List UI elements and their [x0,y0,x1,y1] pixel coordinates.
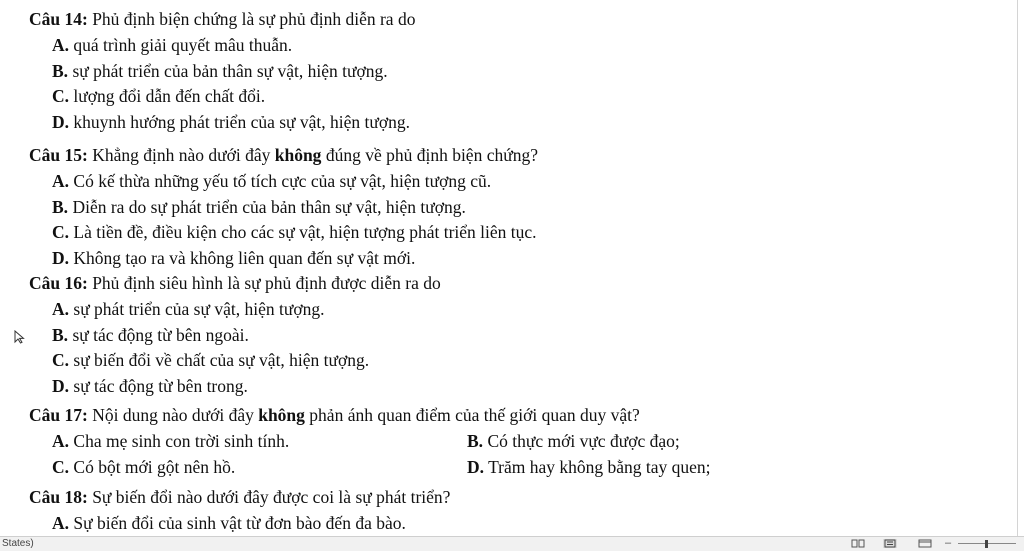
option-letter: C. [52,350,70,370]
answer-option [52,170,491,192]
option-letter: A. [52,513,70,533]
option-text: Trăm hay không bằng tay quen; [484,456,711,477]
zoom-out-button[interactable]: – [945,537,952,549]
emphasis-text: không [274,145,322,165]
option-text: Cha mẹ sinh con trời sinh tính. [69,431,290,451]
question-number: Câu 16: [29,273,88,293]
option-text: Không tạo ra và không liên quan đến sự vật mới. [69,247,416,268]
answer-option [52,512,406,534]
answer-option [52,456,235,478]
option-letter: B. [52,196,69,217]
status-bar [0,536,1024,551]
question-text: Khẳng định nào dưới đây [87,145,275,165]
answer-option [52,247,415,269]
option-text: Có kế thừa những yếu tố tích cực của sự vật, hiện tượng cũ. [69,171,492,191]
emphasis-text: không [258,405,305,425]
answer-option [52,430,289,452]
question-number: Câu 15: [29,145,88,165]
option-letter: A. [52,35,70,55]
option-letter: B. [52,60,69,81]
question-text: phản ánh quan điểm của thế giới quan duy vật? [304,405,640,425]
question-stem [29,404,640,426]
answer-option [52,60,388,82]
question-text: Phủ định siêu hình là sự phủ định được diễn ra do [87,273,441,293]
answer-option [52,111,410,133]
option-text: Diễn ra do sự phát triển của bản thân sự vật, hiện tượng. [68,196,466,217]
option-letter: D. [467,456,485,477]
option-text: khuynh hướng phát triển của sự vật, hiện tượng. [69,111,411,132]
option-text: Có bột mới gột nên hồ. [69,456,236,477]
option-text: sự phát triển của sự vật, hiện tượng. [69,299,325,319]
option-text: sự phát triển của bản thân sự vật, hiện tượng. [68,60,388,81]
answer-option [52,298,324,320]
question-number: Câu 14: [29,9,88,29]
answer-option [52,349,369,371]
answer-option [52,221,537,243]
question-number: Câu 18: [29,487,88,507]
read-mode-icon[interactable] [851,539,865,548]
option-letter: B. [467,431,484,451]
option-text: lượng đổi dẫn đến chất đổi. [69,86,266,106]
option-letter: C. [52,86,70,106]
option-letter: C. [52,222,70,242]
answer-option [52,85,265,107]
answer-option [467,456,711,478]
option-text: sự tác động từ bên ngoài. [68,324,249,345]
option-letter: A. [52,431,70,451]
web-layout-icon[interactable] [918,539,932,548]
question-number: Câu 17: [29,405,88,425]
question-stem [29,272,441,294]
option-text: Sự biến đổi của sinh vật từ đơn bào đến đa bào. [69,513,406,533]
option-letter: D. [52,375,70,396]
option-letter: D. [52,111,70,132]
option-letter: B. [52,324,69,345]
option-text: sự tác động từ bên trong. [69,375,248,396]
question-text: Phủ định biện chứng là sự phủ định diễn ra do [87,9,416,29]
answer-option [52,34,292,56]
option-letter: D. [52,247,70,268]
option-letter: A. [52,299,70,319]
answer-option [52,375,248,397]
question-stem [29,486,450,508]
option-letter: C. [52,456,70,477]
question-text: Nội dung nào dưới đây [87,405,259,425]
question-text: Sự biến đổi nào dưới đây được coi là sự phát triển? [87,487,451,507]
option-text: Là tiền đề, điều kiện cho các sự vật, hiện tượng phát triển liên tục. [69,222,537,242]
status-text: States) [2,538,34,549]
question-text: đúng về phủ định biện chứng? [321,145,538,165]
question-stem [29,8,415,30]
page-edge-divider [1017,0,1018,536]
option-text: quá trình giải quyết mâu thuẫn. [69,35,293,55]
answer-option [467,430,680,452]
option-text: sự biến đổi về chất của sự vật, hiện tượng. [69,350,370,370]
mouse-pointer-icon [14,330,26,344]
print-layout-icon[interactable] [883,539,897,548]
question-stem [29,144,538,166]
answer-option [52,324,249,346]
zoom-slider-thumb[interactable] [985,540,988,548]
option-text: Có thực mới vực được đạo; [483,431,680,451]
answer-option [52,196,466,218]
option-letter: A. [52,171,70,191]
